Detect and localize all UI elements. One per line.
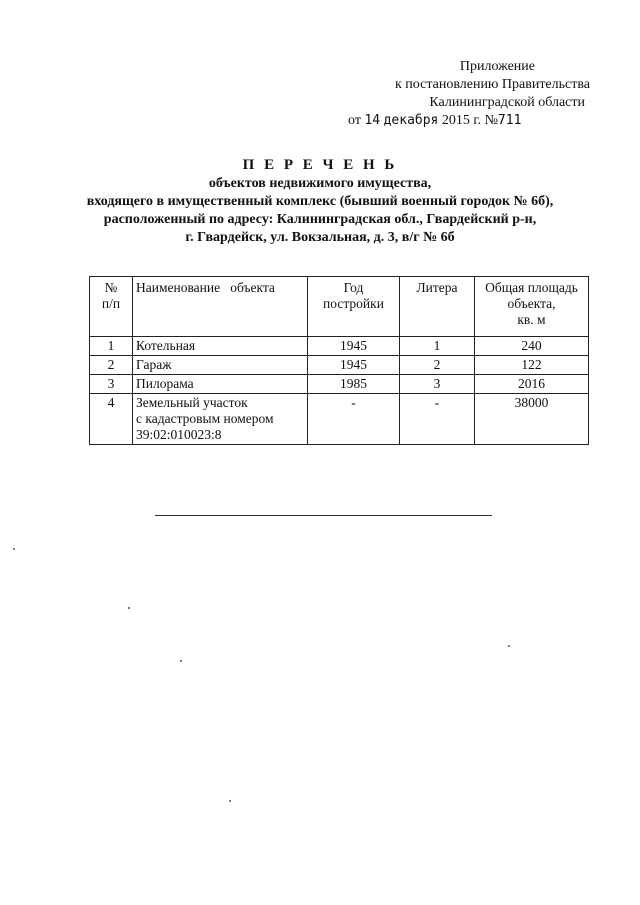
resolution-number: 711	[497, 113, 522, 128]
title-line-1: объектов недвижимого имущества,	[208, 176, 432, 191]
row-year: 1945	[308, 337, 400, 356]
header-litera-text: Литера	[416, 280, 458, 295]
date-prefix: от	[348, 113, 361, 128]
row-year: 1945	[308, 356, 400, 375]
date-year: 2015 г.	[441, 113, 482, 128]
header-num-line-1: №	[104, 280, 118, 295]
table-row	[90, 375, 589, 394]
row-name: Пилорама	[133, 375, 308, 394]
date-day: 14	[364, 113, 381, 128]
scan-speck	[180, 660, 182, 662]
row-name-line-2: с кадастровым номером	[136, 411, 274, 426]
number-sign: №	[484, 113, 498, 128]
row-area: 2016	[475, 375, 589, 394]
row-year: -	[308, 394, 400, 445]
row-area: 240	[475, 337, 589, 356]
header-area-line-2: объекта,	[507, 296, 556, 311]
row-litera: 3	[400, 375, 475, 394]
header-year	[308, 277, 400, 337]
row-num: 3	[90, 375, 133, 394]
appendix-region: Калининградской области	[429, 95, 585, 110]
title-line-3: расположенный по адресу: Калининградская обл., Гвардейский р-н,	[103, 212, 537, 227]
row-name: Котельная	[133, 337, 308, 356]
objects-table	[89, 276, 589, 445]
closing-rule	[155, 515, 492, 516]
row-area: 38000	[475, 394, 589, 445]
document-title	[60, 156, 580, 247]
scan-speck	[13, 548, 15, 550]
header-area	[475, 277, 589, 337]
table-row	[90, 356, 589, 375]
table-row	[90, 394, 589, 445]
scan-speck	[229, 800, 231, 802]
row-litera: 1	[400, 337, 475, 356]
row-num: 4	[90, 394, 133, 445]
table-row	[90, 337, 589, 356]
row-litera: -	[400, 394, 475, 445]
row-litera: 2	[400, 356, 475, 375]
row-area: 122	[475, 356, 589, 375]
title-line-2: входящего в имущественный комплекс (бывший военный городок № 6б),	[86, 194, 554, 209]
header-num	[90, 277, 133, 337]
header-name	[133, 277, 308, 337]
row-num: 2	[90, 356, 133, 375]
appendix-date-line	[340, 112, 590, 130]
row-num: 1	[90, 337, 133, 356]
header-area-line-1: Общая площадь	[485, 280, 578, 295]
header-litera	[400, 277, 475, 337]
row-name	[133, 394, 308, 445]
row-name-line-1: Земельный участок	[136, 395, 248, 410]
appendix-label: Приложение	[459, 59, 535, 74]
title-line-4: г. Гвардейск, ул. Вокзальная, д. 3, в/г № 6б	[185, 230, 455, 245]
scan-speck	[508, 645, 510, 647]
scan-speck	[128, 607, 130, 609]
appendix-resolution: к постановлению Правительства	[394, 77, 590, 92]
table-header-row	[90, 277, 589, 337]
header-num-line-2: п/п	[101, 296, 121, 311]
date-month: декабря	[383, 113, 439, 128]
row-year: 1985	[308, 375, 400, 394]
row-name: Гараж	[133, 356, 308, 375]
header-area-line-3: кв. м	[517, 312, 546, 327]
title-heading: П Е Р Е Ч Е Н Ь	[242, 157, 398, 173]
header-name-text: Наименование объекта	[136, 280, 275, 295]
appendix-block	[340, 58, 590, 130]
header-year-line-1: Год	[343, 280, 364, 295]
header-year-line-2: постройки	[323, 296, 384, 311]
row-name-line-3: 39:02:010023:8	[136, 427, 222, 442]
